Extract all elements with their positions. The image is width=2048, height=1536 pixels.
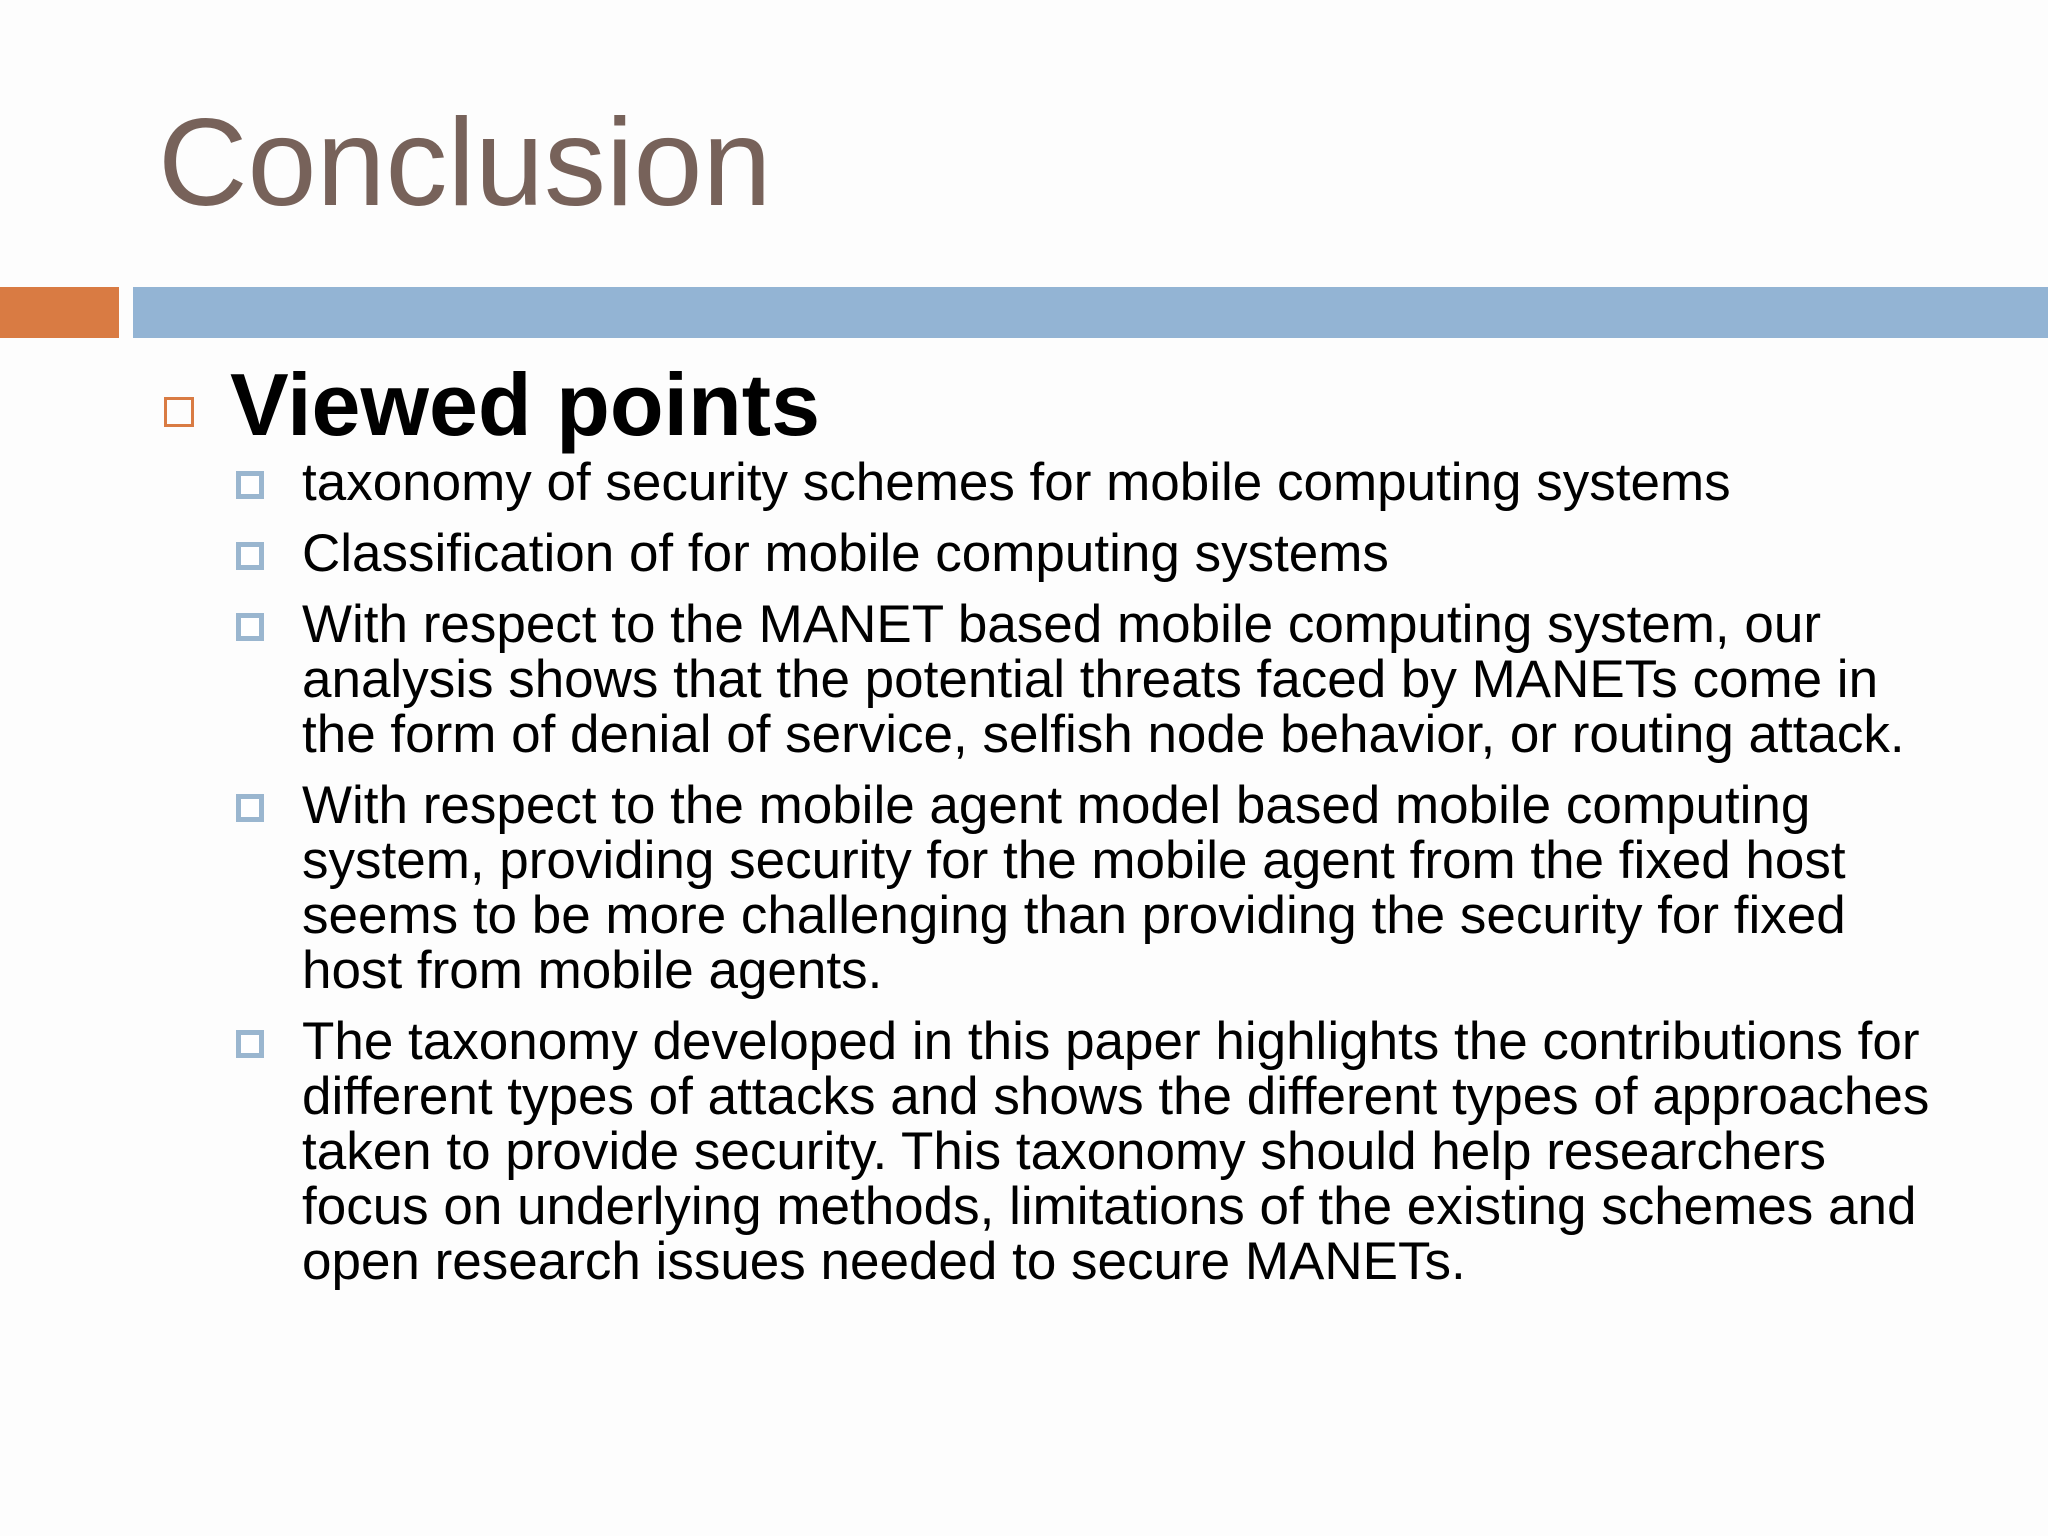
slide-content [158,355,1958,1305]
section-heading: Viewed points [230,355,821,454]
square-bullet-icon [236,1030,264,1058]
square-bullet-icon [236,471,264,499]
list-item [302,455,1952,510]
list-item [302,1014,1952,1289]
list-item-text: The taxonomy developed in this paper highlights the contributions for different types of attacks and shows the different types of approaches taken to provide security. This taxonomy should help researchers focus on underlying methods, limitations of the existing schemes and open research issues needed to secure MANETs. [302,1012,1930,1291]
bullet-list [158,455,1958,1289]
square-bullet-icon [236,613,264,641]
bullet-level1 [158,355,1958,455]
list-item-text: With respect to the mobile agent model based mobile computing system, providing security for the mobile agent from the fixed host seems to be more challenging than providing the security for fixed host from mobile agents. [302,776,1846,1000]
slide-title: Conclusion [158,94,772,232]
title-divider-bar [133,287,2048,338]
hollow-square-icon [164,397,194,427]
accent-bar [0,287,119,338]
list-item-text: Classification of for mobile computing systems [302,524,1389,583]
list-item [302,526,1952,581]
list-item [302,778,1952,998]
list-item [302,597,1952,762]
list-item-text: taxonomy of security schemes for mobile computing systems [302,453,1731,512]
square-bullet-icon [236,794,264,822]
square-bullet-icon [236,542,264,570]
list-item-text: With respect to the MANET based mobile computing system, our analysis shows that the potential threats faced by MANETs come in the form of denial of service, selfish node behavior, or routing attack. [302,595,1905,764]
